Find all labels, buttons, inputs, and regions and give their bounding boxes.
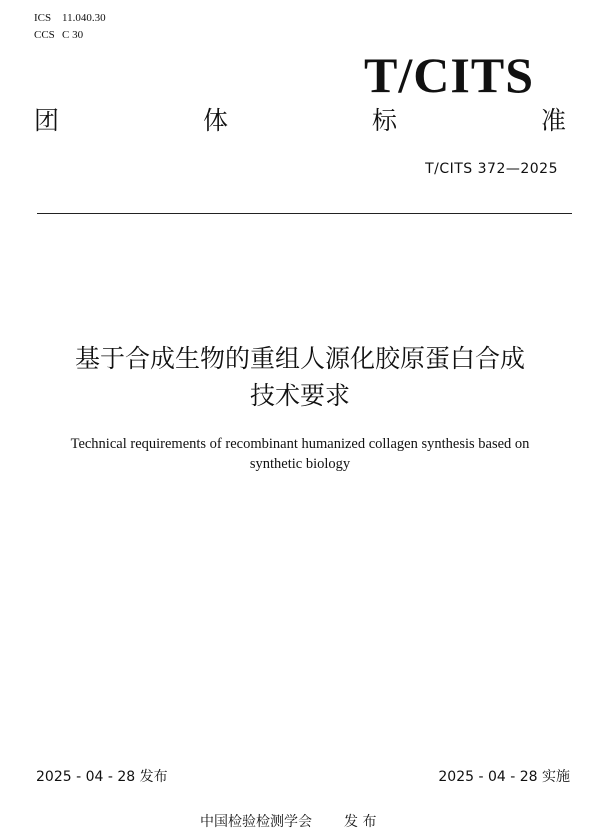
header-divider	[37, 213, 572, 214]
kind-char: 准	[540, 106, 566, 135]
standard-brand: T/CITS	[364, 47, 534, 103]
kind-char: 团	[34, 106, 60, 135]
issuer-name: 中国检验检测学会	[200, 814, 312, 830]
release-date: 2025 - 04 - 28 发布	[36, 769, 168, 785]
implementation-date: 2025 - 04 - 28 实施	[438, 769, 570, 785]
title-chinese	[0, 340, 600, 414]
ccs-value: C 30	[62, 29, 84, 41]
title-cn-line: 基于合成生物的重组人源化胶原蛋白合成	[74, 344, 525, 373]
ccs-code	[34, 27, 106, 44]
classification-codes	[34, 10, 106, 44]
issuer	[200, 813, 376, 831]
kind-char: 标	[371, 106, 397, 135]
title-en-line: synthetic biology	[249, 456, 351, 472]
standard-number: T/CITS 372—2025	[425, 161, 558, 177]
title-cn-line: 技术要求	[249, 381, 350, 410]
title-en-line: Technical requirements of recombinant humanized collagen synthesis based on	[70, 436, 530, 452]
kind-char: 体	[202, 106, 228, 135]
issuer-action: 发 布	[344, 814, 377, 830]
ics-value: 11.040.30	[62, 12, 106, 24]
ccs-label: CCS	[34, 29, 55, 41]
standard-kind	[34, 104, 566, 138]
title-english	[0, 434, 600, 474]
ics-code	[34, 10, 106, 27]
ics-label: ICS	[34, 12, 52, 24]
